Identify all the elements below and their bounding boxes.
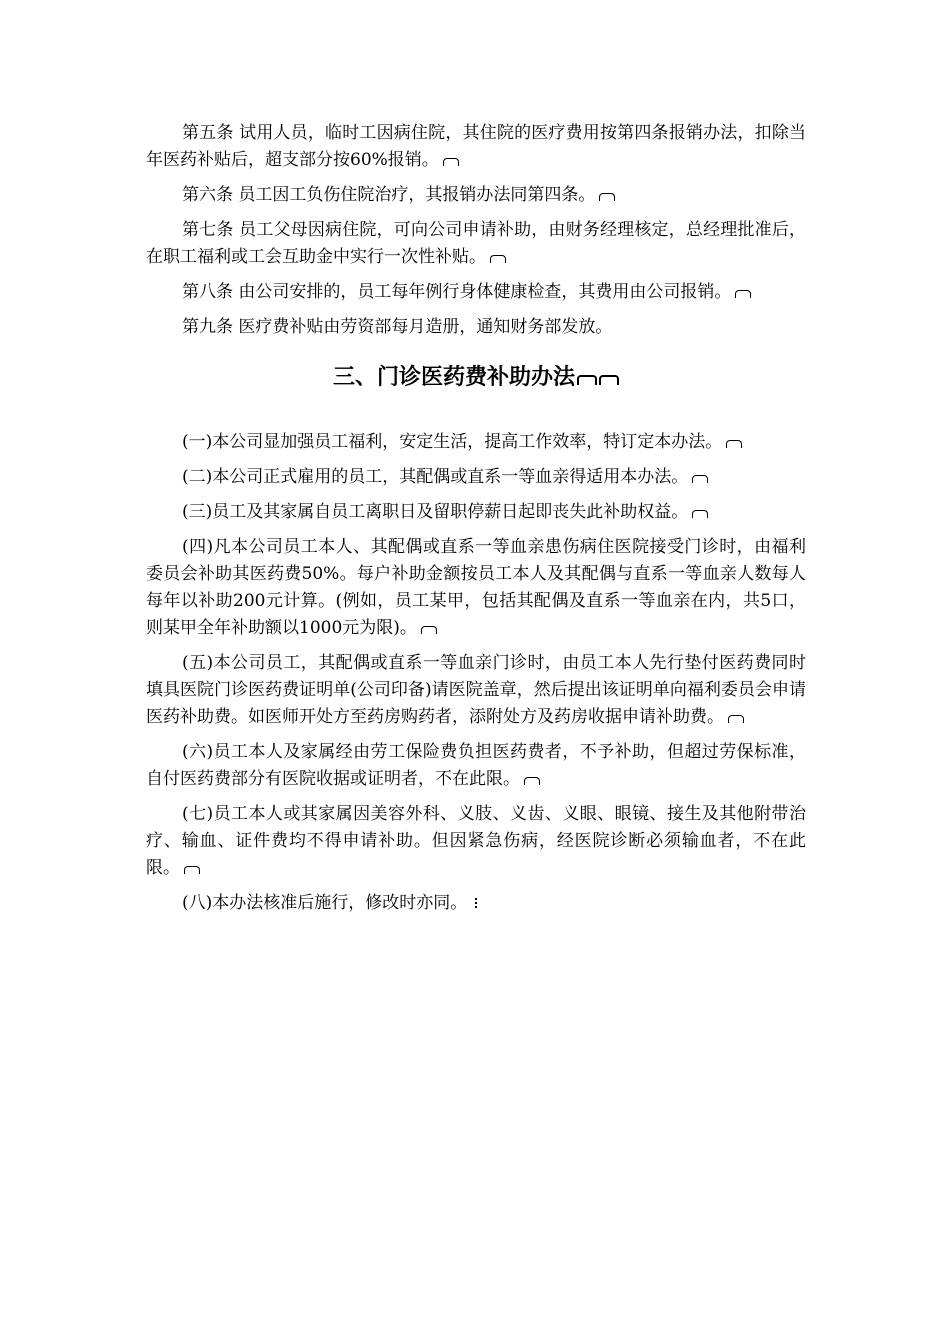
paragraph-mark-icon xyxy=(692,475,708,483)
item-4-text: (四)凡本公司员工本人、其配偶或直系一等血亲患伤病住医院接受门诊时，由福利委员会补助其医药费50%。每户补助金额按员工本人及其配偶与直系一等血亲人数每人每年以补助200元计算。(例如，员工某甲，包括其配偶及直系一等血亲在内，共5口，则某甲全年补助额以1000元为限)。 xyxy=(146,537,806,638)
paragraph-mark-icon xyxy=(728,715,744,723)
item-3 xyxy=(146,499,806,526)
paragraph-mark-icon xyxy=(443,158,459,166)
article-5 xyxy=(146,120,806,174)
item-8-text: (八)本办法核准后施行，修改时亦同。 xyxy=(182,893,468,913)
article-6-text: 第六条 员工因工负伤住院治疗，其报销办法同第四条。 xyxy=(182,185,596,205)
item-6-text: (六)员工本人及家属经由劳工保险费负担医药费者，不予补助，但超过劳保标准，自付医药费部分有医院收据或证明者，不在此限。 xyxy=(146,742,806,789)
item-2-text: (二)本公司正式雇用的员工，其配偶或直系一等血亲得适用本办法。 xyxy=(182,467,689,487)
paragraph-mark-icon xyxy=(599,193,615,201)
article-5-text: 第五条 试用人员，临时工因病住院，其住院的医疗费用按第四条报销办法，扣除当年医药补贴后，超支部分按60%报销。 xyxy=(146,123,806,170)
article-7 xyxy=(146,217,806,271)
section-heading-text: 三、门诊医药费补助办法 xyxy=(332,365,575,390)
paragraph-mark-icon xyxy=(421,626,437,634)
item-6 xyxy=(146,739,806,793)
paragraph-mark-icon xyxy=(490,255,506,263)
article-6 xyxy=(146,182,806,209)
item-8 xyxy=(146,890,806,917)
item-1-text: (一)本公司显加强员工福利，安定生活，提高工作效率，特订定本办法。 xyxy=(182,432,723,452)
item-7-text: (七)员工本人或其家属因美容外科、义肢、义齿、义眼、眼镜、接生及其他附带治疗、输血、证件费均不得申请补助。但因紧急伤病，经医院诊断必须输血者，不在此限。 xyxy=(146,804,806,878)
paragraph-mark-icon xyxy=(599,375,619,385)
item-7 xyxy=(146,801,806,882)
item-3-text: (三)员工及其家属自员工离职日及留职停薪日起即丧失此补助权益。 xyxy=(182,502,689,522)
item-2 xyxy=(146,464,806,491)
paragraph-mark-icon xyxy=(726,440,742,448)
article-9 xyxy=(146,314,806,341)
document-body xyxy=(146,120,806,925)
paragraph-mark-icon xyxy=(524,777,540,785)
article-9-text: 第九条 医疗费补贴由劳资部每月造册，通知财务部发放。 xyxy=(182,317,613,337)
item-5-text: (五)本公司员工，其配偶或直系一等血亲门诊时，由员工本人先行垫付医药费同时填具医院门诊医药费证明单(公司印备)请医院盖章，然后提出该证明单向福利委员会申请医药补助费。如医师开处方至药房购药者，添附处方及药房收据申请补助费。 xyxy=(146,653,806,727)
item-4 xyxy=(146,534,806,642)
article-7-text: 第七条 员工父母因病住院，可向公司申请补助，由财务经理核定，总经理批准后，在职工福利或工会互助金中实行一次性补贴。 xyxy=(146,220,806,267)
paragraph-mark-icon xyxy=(184,866,200,874)
item-5 xyxy=(146,650,806,731)
article-8-text: 第八条 由公司安排的，员工每年例行身体健康检查，其费用由公司报销。 xyxy=(182,282,732,302)
paragraph-mark-icon xyxy=(577,375,597,385)
item-1 xyxy=(146,429,806,456)
article-8 xyxy=(146,279,806,306)
end-mark-icon xyxy=(475,896,478,910)
section-heading xyxy=(146,363,806,393)
paragraph-mark-icon xyxy=(692,510,708,518)
paragraph-mark-icon xyxy=(735,290,751,298)
